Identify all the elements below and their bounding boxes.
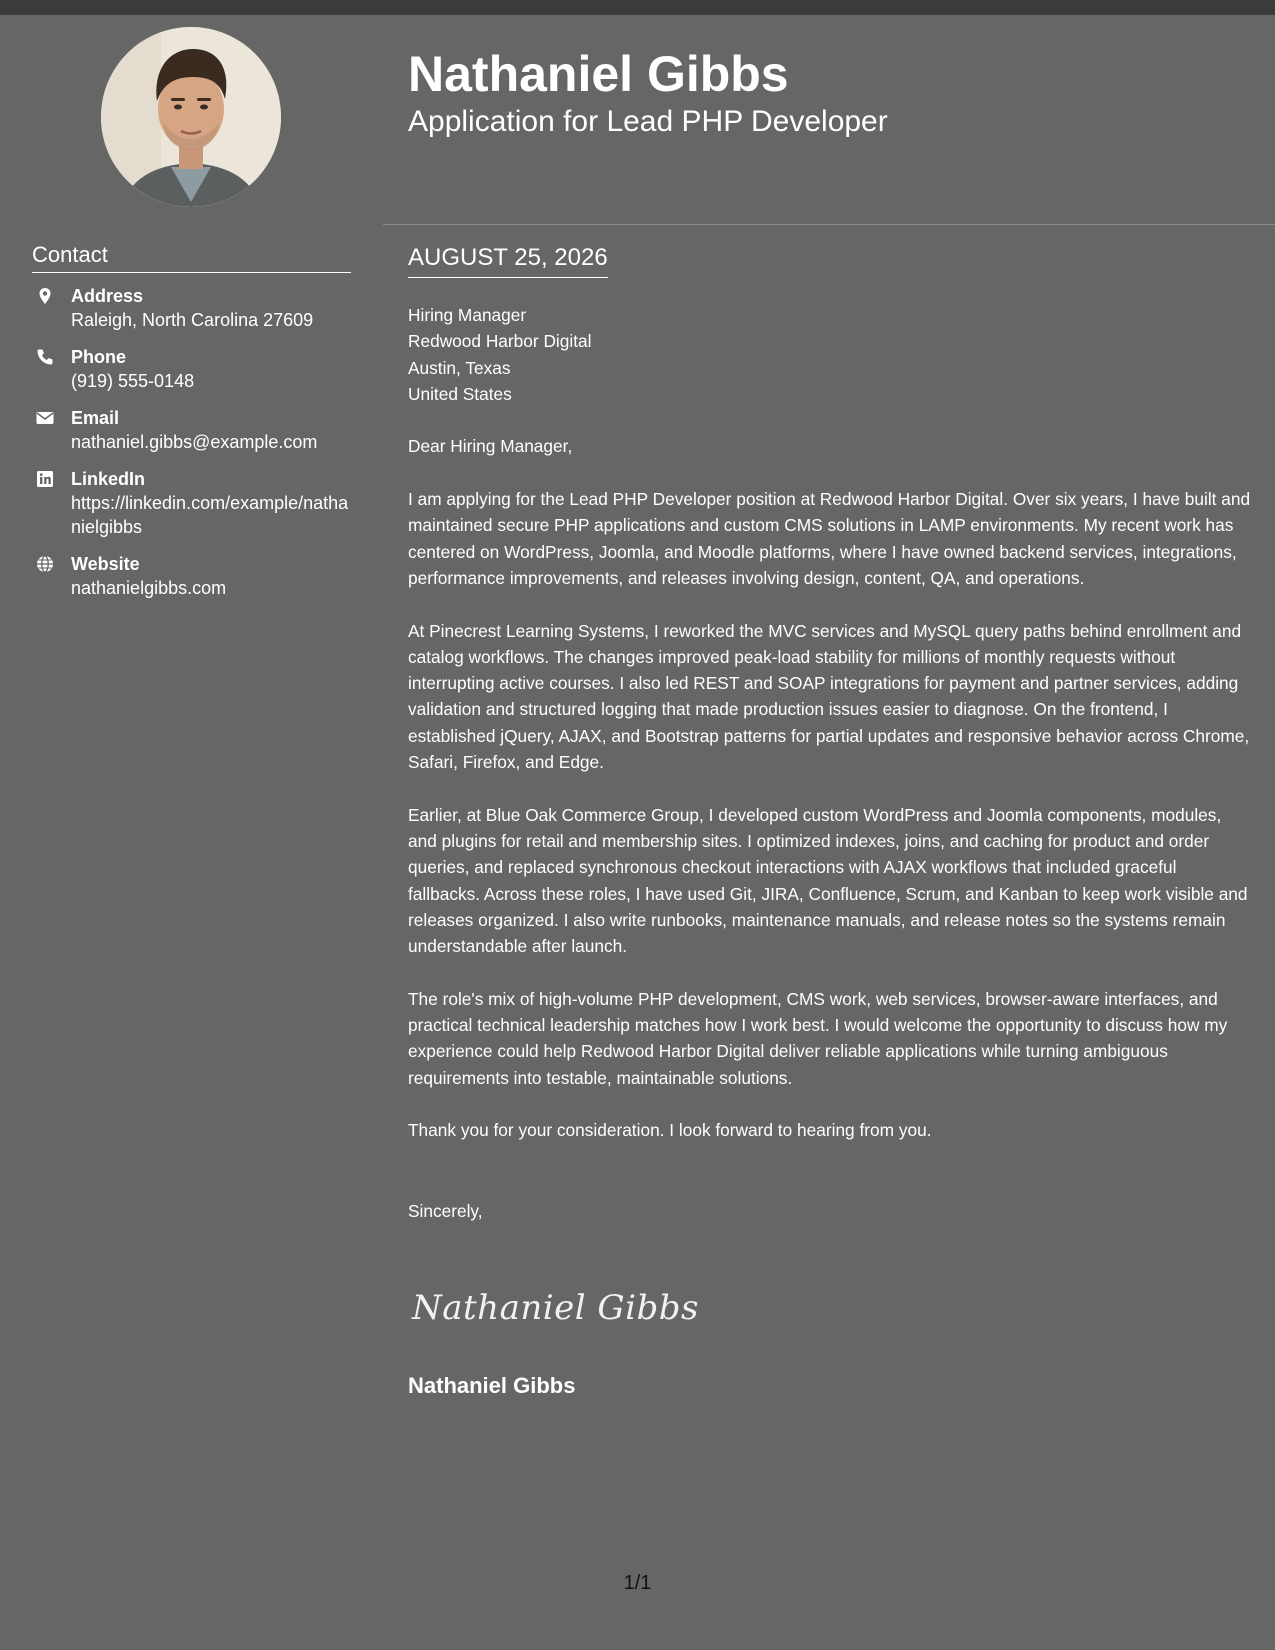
closing: Sincerely, xyxy=(408,1200,483,1221)
contact-website xyxy=(32,552,362,600)
portrait-image xyxy=(101,27,281,207)
contact-list xyxy=(32,284,362,613)
contact-label: Email xyxy=(71,408,120,428)
application-title: Application for Lead PHP Developer xyxy=(408,105,888,138)
recipient-line: Hiring Manager xyxy=(408,305,527,325)
salutation: Dear Hiring Manager, xyxy=(408,436,573,457)
contact-value[interactable]: nathaniel.gibbs@example.com xyxy=(71,432,318,452)
contact-linkedin xyxy=(32,467,362,539)
body-paragraph: The role's mix of high-volume PHP development, CMS work, web services, browser-aware interfaces, and practical technical leadership matches how I work best. I would welcome the opportunity to discuss how my experience could help Redwood Harbor Digital deliver reliable applications while turning ambiguous requirements into testable, maintainable solutions. xyxy=(408,988,1228,1088)
handwritten-signature: Nathaniel Gibbs xyxy=(412,1288,699,1328)
recipient-line: United States xyxy=(408,383,512,404)
contact-heading: Contact xyxy=(32,241,351,273)
body-paragraph: Earlier, at Blue Oak Commerce Group, I developed custom WordPress and Joomla components, modules, and plugins for retail and membership sites. I optimized indexes, joins, and caching for product and order queries, and replaced synchronous checkout interactions with AJAX workflows that included graceful fallbacks. Across these roles, I have used Git, JIRA, Confluence, Scrum, and Kanban to keep work visible and releases organized. I also write runbooks, maintenance manuals, and release notes so the systems remain understandable after launch. xyxy=(408,804,1248,957)
letter-body xyxy=(408,302,1253,1250)
contact-label: LinkedIn xyxy=(71,469,146,489)
body-paragraph: At Pinecrest Learning Systems, I reworked the MVC services and MySQL query paths behind enrollment and catalog workflows. The changes improved peak-load stability for millions of monthly requests without interrupting active courses. I also led REST and SOAP integrations for payment and partner services, adding validation and structured logging that made production issues easier to diagnose. On the frontend, I established jQuery, AJAX, and Bootstrap patterns for partial updates and responsive behavior across Chrome, Safari, Firefox, and Edge. xyxy=(408,620,1250,773)
envelope-icon xyxy=(36,409,54,427)
contact-email xyxy=(32,406,362,454)
contact-value[interactable]: https://linkedin.com/example/nathanielgibbs xyxy=(71,493,349,537)
linkedin-icon xyxy=(36,470,54,488)
body-paragraph: I am applying for the Lead PHP Developer position at Redwood Harbor Digital. Over six years, I have built and maintained secure PHP applications and custom CMS solutions in LAMP environments. My recent work has centered on WordPress, Joomla, and Moodle platforms, where I have owned backend services, integrations, performance improvements, and releases involving design, content, QA, and operations. xyxy=(408,489,1251,588)
contact-label: Address xyxy=(71,286,144,306)
contact-value: (919) 555-0148 xyxy=(71,371,195,391)
letter-date: AUGUST 25, 2026 xyxy=(408,243,608,278)
contact-value: Raleigh, North Carolina 27609 xyxy=(71,310,314,330)
recipient-line: Redwood Harbor Digital xyxy=(408,331,592,352)
contact-label: Phone xyxy=(71,347,127,367)
header-divider xyxy=(383,224,1275,225)
phone-icon xyxy=(36,348,54,366)
recipient-block xyxy=(408,302,1253,407)
recipient-line: Austin, Texas xyxy=(408,357,511,378)
contact-address xyxy=(32,284,362,332)
signer-name: Nathaniel Gibbs xyxy=(408,1373,576,1398)
contact-label: Website xyxy=(71,554,140,574)
applicant-name: Nathaniel Gibbs xyxy=(408,46,789,102)
profile-photo xyxy=(101,27,281,207)
contact-phone xyxy=(32,345,362,393)
location-pin-icon xyxy=(36,287,54,305)
top-bar xyxy=(0,0,1275,15)
contact-value[interactable]: nathanielgibbs.com xyxy=(71,578,227,598)
body-paragraph: Thank you for your consideration. I look forward to hearing from you. xyxy=(408,1120,932,1141)
globe-icon xyxy=(36,555,54,573)
page-number: 1/1 xyxy=(623,1572,652,1594)
